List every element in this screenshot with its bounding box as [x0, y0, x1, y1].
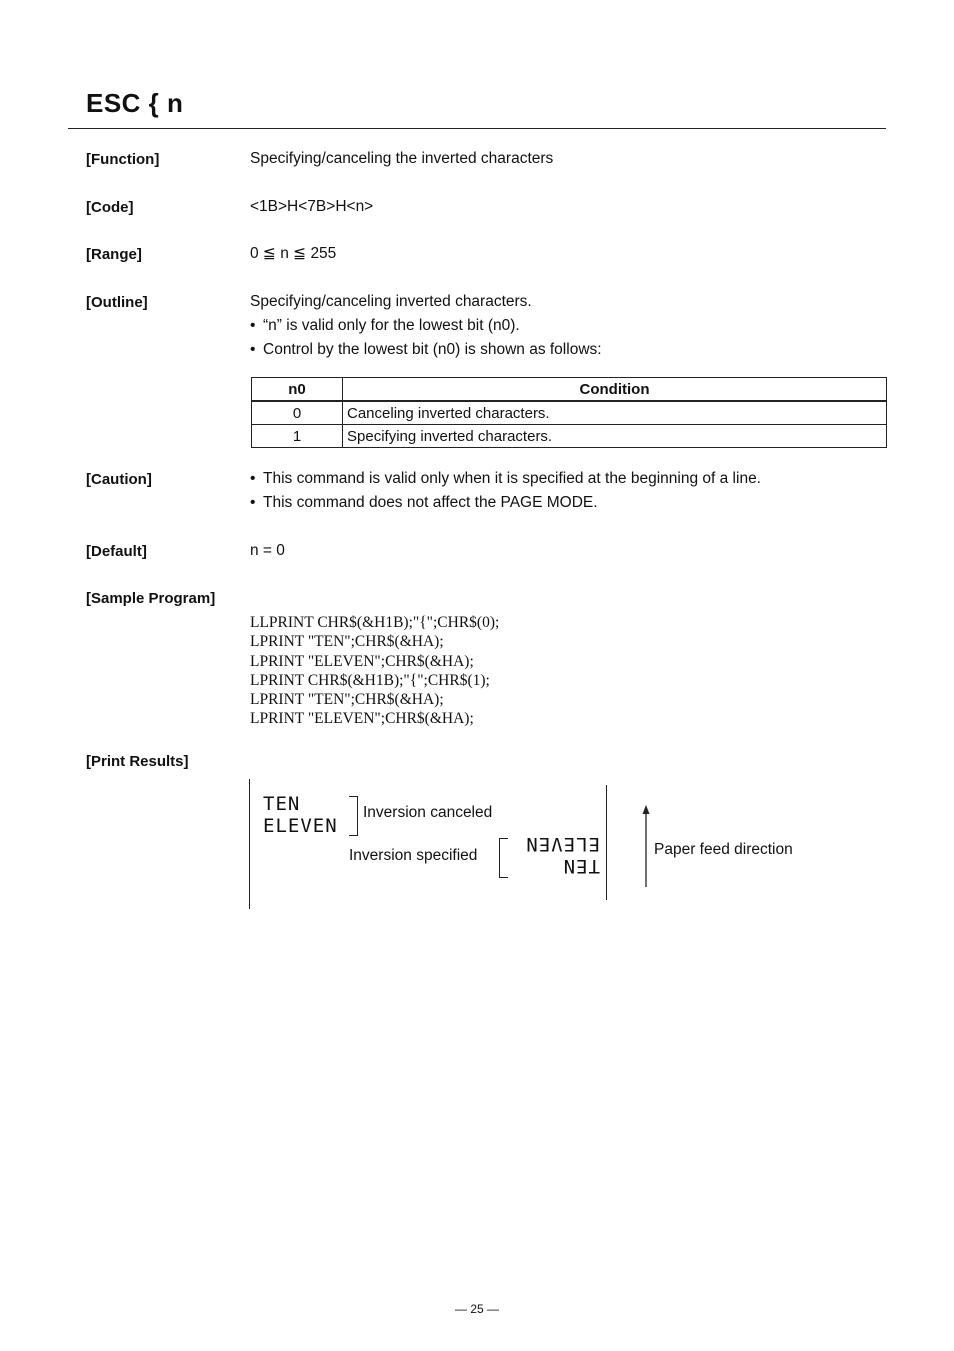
- page-number: — 25 —: [454, 1302, 499, 1316]
- outline-intro: Specifying/canceling inverted characters.: [250, 293, 532, 310]
- title-divider: [68, 128, 886, 129]
- print-results-label: [Print Results]: [86, 753, 189, 770]
- outline-bullet: • Control by the lowest bit (n0) is shown as follows:: [250, 341, 602, 358]
- printout-normal: [263, 793, 338, 837]
- code-line: LPRINT "TEN";CHR$(&HA);: [250, 633, 444, 651]
- function-text: Specifying/canceling the inverted characters: [250, 150, 554, 167]
- outline-body: [250, 290, 602, 362]
- outline-label: [Outline]: [86, 294, 148, 311]
- table-row: [252, 425, 887, 448]
- range-label: [Range]: [86, 246, 142, 263]
- page-title: ESC { n: [86, 88, 184, 118]
- table-header-condition: Condition: [343, 378, 887, 402]
- table-cell-n0: 1: [252, 425, 343, 448]
- caution-bullet: • This command does not affect the PAGE MODE.: [250, 494, 598, 511]
- table-cell-condition: Specifying inverted characters.: [343, 425, 887, 448]
- paper-feed-arrow-icon: [638, 805, 654, 889]
- sample-program-label: [Sample Program]: [86, 590, 216, 607]
- table-header-row: [252, 378, 887, 402]
- printout-line: ELEVEN: [263, 815, 338, 837]
- code-line: LPRINT "ELEVEN";CHR$(&HA);: [250, 710, 474, 728]
- table-cell-n0: 0: [252, 401, 343, 425]
- code-line: LPRINT "ELEVEN";CHR$(&HA);: [250, 652, 474, 670]
- code-line: LPRINT CHR$(&H1B);"{";CHR$(1);: [250, 671, 490, 689]
- printout-line: TEN: [562, 855, 600, 877]
- table-header-n0: n0: [252, 378, 343, 402]
- outline-bullet: • “n” is valid only for the lowest bit (n0).: [250, 317, 520, 334]
- paper-right-edge: [606, 785, 607, 900]
- table-cell-condition: Canceling inverted characters.: [343, 401, 887, 425]
- code-label: [Code]: [86, 199, 134, 216]
- default-text: n = 0: [250, 542, 285, 559]
- printout-line: TEN: [263, 793, 301, 815]
- code-line: LPRINT "TEN";CHR$(&HA);: [250, 691, 444, 709]
- inversion-specified-label: Inversion specified: [349, 847, 478, 864]
- caution-label: [Caution]: [86, 471, 152, 488]
- bracket-specified: [499, 838, 508, 878]
- printout-line: ELEVEN: [525, 833, 600, 855]
- code-text: <1B>H<7B>H<n>: [250, 198, 374, 215]
- paper-feed-label: Paper feed direction: [654, 841, 793, 858]
- function-label: [Function]: [86, 151, 160, 168]
- printout-inverted: [515, 833, 600, 877]
- condition-table: [251, 377, 887, 448]
- paper-left-edge: [249, 779, 250, 909]
- code-line: LLPRINT CHR$(&H1B);"{";CHR$(0);: [250, 614, 500, 631]
- table-row: [252, 401, 887, 425]
- inversion-canceled-label: Inversion canceled: [363, 804, 493, 821]
- caution-body: [250, 467, 761, 515]
- default-label: [Default]: [86, 543, 147, 560]
- bracket-canceled: [349, 796, 358, 836]
- range-text: 0 ≦ n ≦ 255: [250, 245, 337, 262]
- caution-bullet: • This command is valid only when it is specified at the beginning of a line.: [250, 470, 761, 487]
- sample-program-code: [250, 613, 499, 729]
